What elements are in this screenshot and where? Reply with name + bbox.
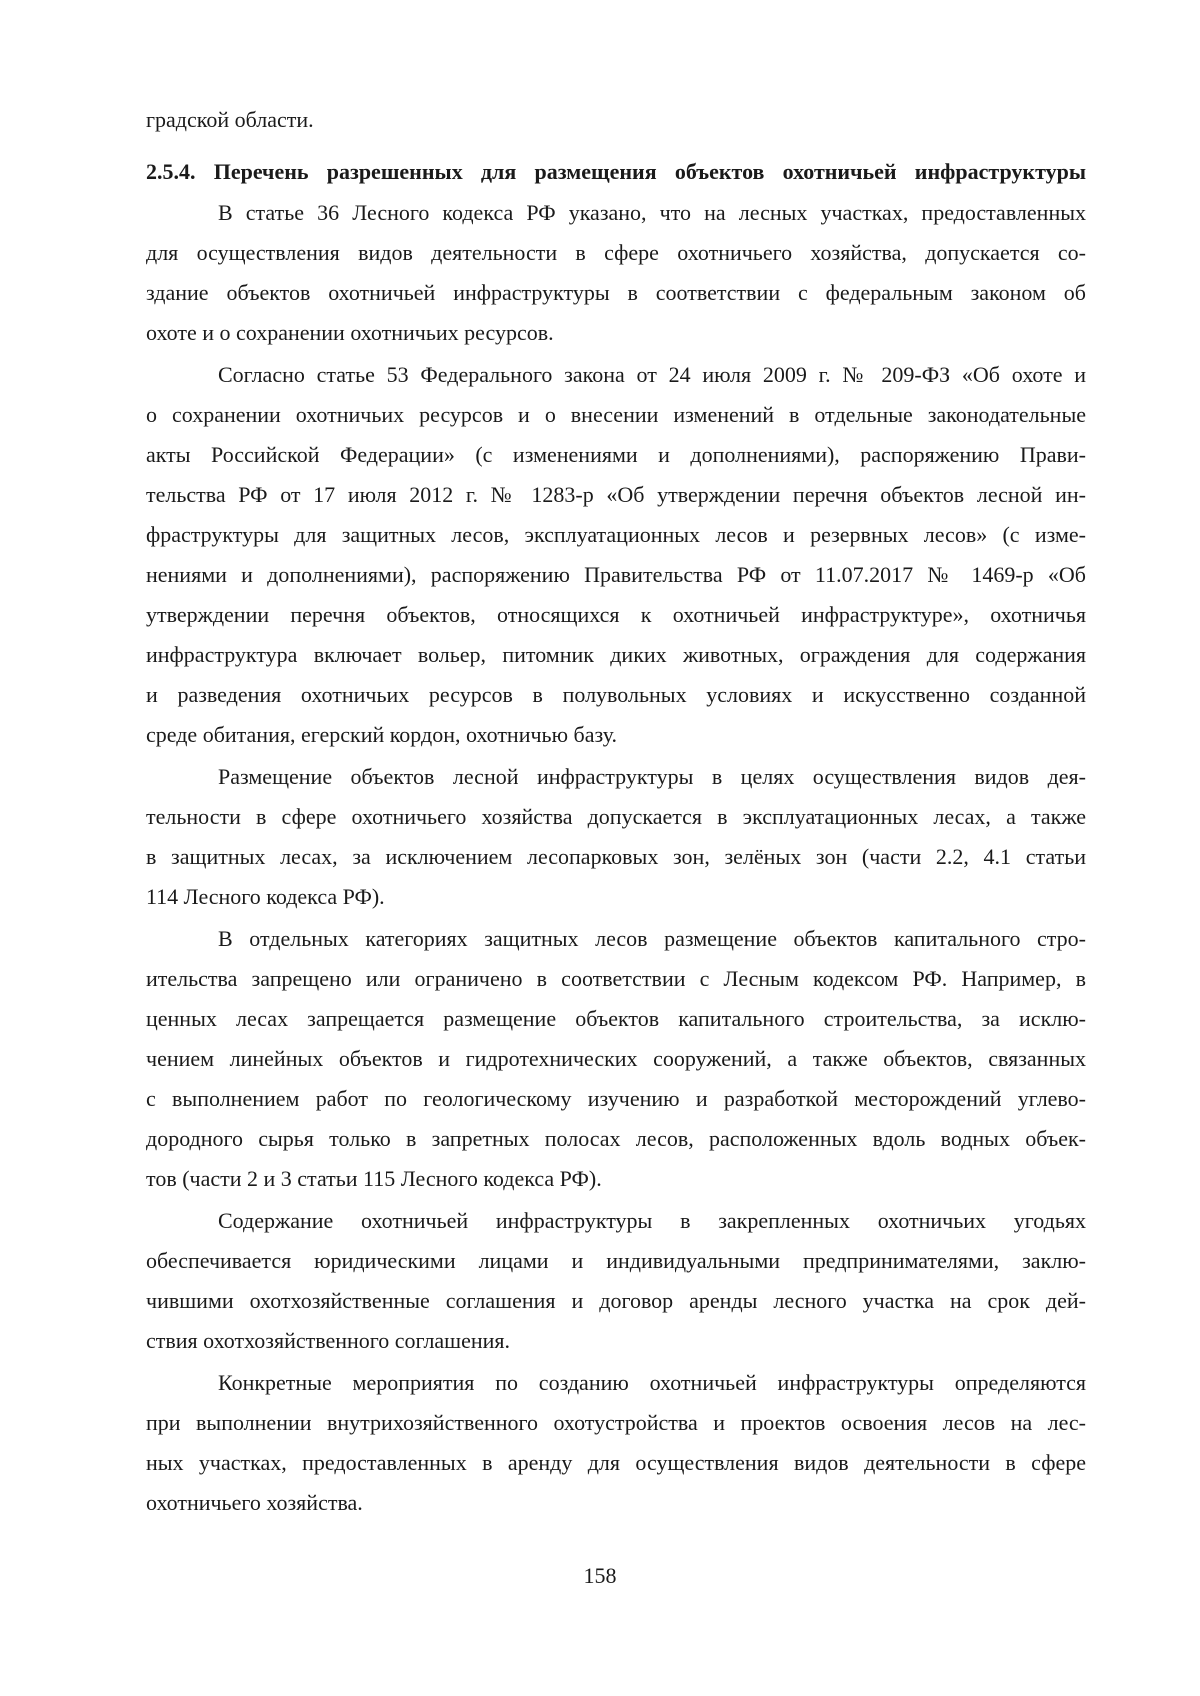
text-line: и разведения охотничьих ресурсов в полувольных условиях и искусственно созданной [146, 682, 1086, 707]
text-line: фраструктуры для защитных лесов, эксплуатационных лесов и резервных лесов» (с изме- [146, 522, 1086, 547]
text-line: 114 Лесного кодекса РФ). [146, 884, 385, 909]
text-line: ительства запрещено или ограничено в соответствии с Лесным кодексом РФ. Например, в [146, 966, 1086, 991]
text-line: о сохранении охотничьих ресурсов и о внесении изменений в отдельные законодательные [146, 402, 1086, 427]
text-line: В статье 36 Лесного кодекса РФ указано, что на лесных участках, предоставленных [218, 200, 1086, 225]
document-page [146, 0, 1086, 1696]
text-line: среде обитания, егерский кордон, охотничью базу. [146, 722, 617, 747]
page-number: 158 [583, 1563, 617, 1588]
text-line: акты Российской Федерации» (с изменениями и дополнениями), распоряжению Прави- [146, 442, 1086, 467]
text-line: дородного сырья только в запретных полосах лесов, расположенных вдоль водных объек- [146, 1126, 1086, 1151]
text-line: Содержание охотничьей инфраструктуры в закрепленных охотничьих угодьях [218, 1208, 1086, 1233]
text-line: ценных лесах запрещается размещение объектов капитального строительства, за исклю- [146, 1006, 1086, 1031]
text-line: В отдельных категориях защитных лесов размещение объектов капитального стро- [218, 926, 1086, 951]
text-line: при выполнении внутрихозяйственного охотустройства и проектов освоения лесов на лес- [146, 1410, 1086, 1435]
text-line: утверждении перечня объектов, относящихся к охотничьей инфраструктуре», охотничья [146, 602, 1086, 627]
text-line: обеспечивается юридическими лицами и индивидуальными предпринимателями, заклю- [146, 1248, 1086, 1273]
text-line: чившими охотхозяйственные соглашения и договор аренды лесного участка на срок дей- [146, 1288, 1086, 1313]
text-line: нениями и дополнениями), распоряжению Правительства РФ от 11.07.2017 № 1469-р «Об [146, 562, 1086, 587]
text-line: Размещение объектов лесной инфраструктуры в целях осуществления видов дея- [218, 764, 1086, 789]
text-line: ствия охотхозяйственного соглашения. [146, 1328, 511, 1353]
text-line: для осуществления видов деятельности в сфере охотничьего хозяйства, допускается со- [146, 240, 1086, 265]
text-line: тельства РФ от 17 июля 2012 г. № 1283-р «Об утверждении перечня объектов лесной ин- [146, 482, 1086, 507]
text-line: Конкретные мероприятия по созданию охотничьей инфраструктуры определяются [218, 1370, 1086, 1395]
text-line: тельности в сфере охотничьего хозяйства допускается в эксплуатационных лесах, а также [146, 804, 1086, 829]
text-line: с выполнением работ по геологическому изучению и разработкой месторождений углево- [146, 1086, 1086, 1111]
section-heading: 2.5.4. Перечень разрешенных для размещения объектов охотничьей инфраструктуры [146, 159, 1086, 184]
text-line: в защитных лесах, за исключением лесопарковых зон, зелёных зон (части 2.2, 4.1 статьи [146, 844, 1086, 869]
text-line: инфраструктура включает вольер, питомник диких животных, ограждения для содержания [146, 642, 1086, 667]
text-line: охоте и о сохранении охотничьих ресурсов. [146, 320, 554, 345]
text-line: охотничьего хозяйства. [146, 1490, 363, 1515]
text-line: градской области. [146, 107, 314, 132]
text-line: ных участках, предоставленных в аренду для осуществления видов деятельности в сфере [146, 1450, 1086, 1475]
text-line: здание объектов охотничьей инфраструктуры в соответствии с федеральным законом об [146, 280, 1086, 305]
text-line: Согласно статье 53 Федерального закона от 24 июля 2009 г. № 209-ФЗ «Об охоте и [218, 362, 1086, 387]
text-line: чением линейных объектов и гидротехнических сооружений, а также объектов, связанных [146, 1046, 1086, 1071]
text-line: тов (части 2 и 3 статьи 115 Лесного кодекса РФ). [146, 1166, 602, 1191]
